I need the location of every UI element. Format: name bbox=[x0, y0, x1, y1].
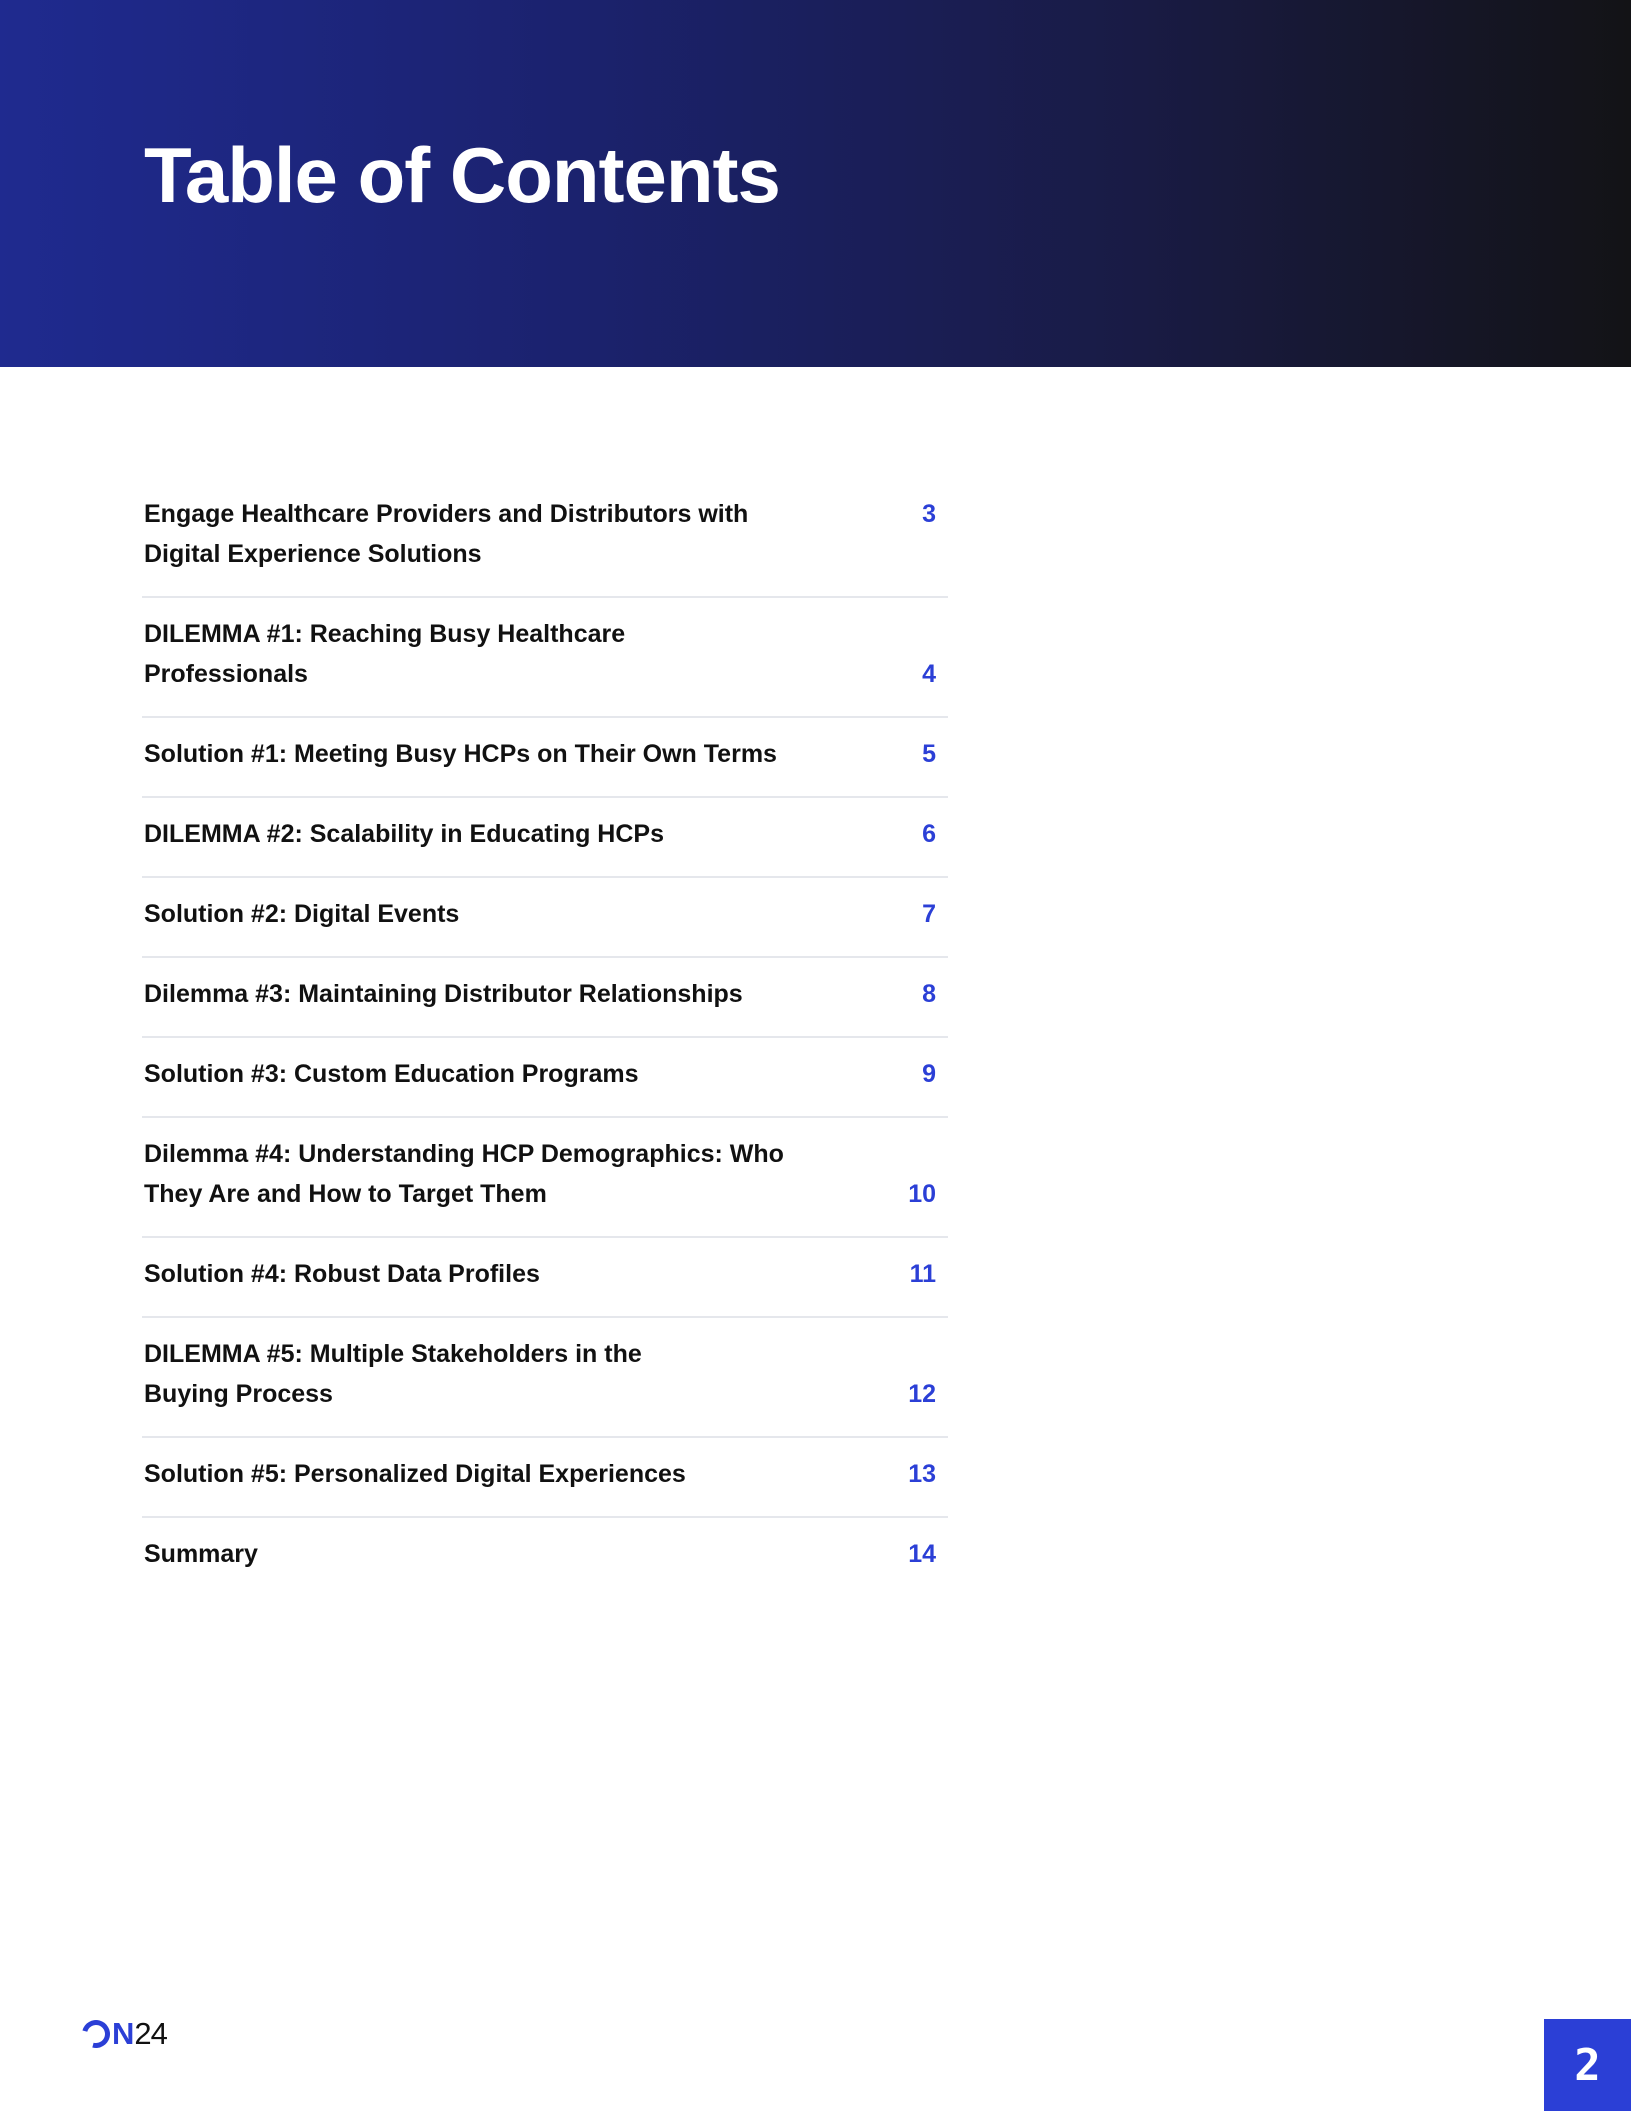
toc-entry-title: Solution #4: Robust Data Profiles bbox=[144, 1260, 540, 1288]
brand-logo bbox=[82, 2014, 167, 2054]
toc-entry-title: Dilemma #4: Understanding HCP Demographics: Who They Are and How to Target Them bbox=[144, 1140, 784, 1208]
toc-entry-title: Engage Healthcare Providers and Distributors with Digital Experience Solutions bbox=[144, 500, 749, 568]
toc-entry-page: 5 bbox=[922, 740, 936, 768]
header-banner bbox=[0, 0, 1631, 367]
toc-entry[interactable] bbox=[142, 878, 948, 958]
toc-entry-page: 9 bbox=[922, 1060, 936, 1088]
logo-number: 24 bbox=[134, 2016, 167, 2051]
toc-entry-page: 12 bbox=[908, 1380, 936, 1408]
logo-ring-icon bbox=[77, 2015, 115, 2053]
toc-entry[interactable] bbox=[142, 478, 948, 598]
toc-entry-page: 13 bbox=[908, 1460, 936, 1488]
toc-entry[interactable] bbox=[142, 1118, 948, 1238]
table-of-contents bbox=[142, 478, 948, 1596]
toc-entry-page: 8 bbox=[922, 980, 936, 1008]
toc-entry-page: 6 bbox=[922, 820, 936, 848]
toc-entry-page: 10 bbox=[908, 1180, 936, 1208]
toc-entry-page: 4 bbox=[922, 660, 936, 688]
toc-entry-page: 11 bbox=[909, 1260, 936, 1288]
toc-entry-page: 3 bbox=[922, 500, 936, 528]
toc-entry[interactable] bbox=[142, 958, 948, 1038]
page-title: Table of Contents bbox=[144, 131, 780, 219]
toc-entry[interactable] bbox=[142, 1238, 948, 1318]
toc-entry-title: Dilemma #3: Maintaining Distributor Relationships bbox=[144, 980, 743, 1008]
toc-entry[interactable] bbox=[142, 1518, 948, 1596]
toc-entry[interactable] bbox=[142, 1438, 948, 1518]
toc-entry-title: Solution #5: Personalized Digital Experiences bbox=[144, 1460, 686, 1488]
toc-entry[interactable] bbox=[142, 598, 948, 718]
toc-entry[interactable] bbox=[142, 718, 948, 798]
toc-entry[interactable] bbox=[142, 1318, 948, 1438]
toc-entry-title: Solution #3: Custom Education Programs bbox=[144, 1060, 639, 1088]
toc-entry[interactable] bbox=[142, 798, 948, 878]
toc-entry-title: DILEMMA #1: Reaching Busy Healthcare Professionals bbox=[144, 620, 626, 688]
toc-entry-title: DILEMMA #2: Scalability in Educating HCPs bbox=[144, 820, 664, 848]
toc-entry-title: Solution #2: Digital Events bbox=[144, 900, 460, 928]
toc-entry-page: 14 bbox=[908, 1540, 936, 1568]
toc-entry-title: DILEMMA #5: Multiple Stakeholders in the Buying Process bbox=[144, 1340, 642, 1408]
page-number: 2 bbox=[1574, 2039, 1601, 2091]
toc-entry[interactable] bbox=[142, 1038, 948, 1118]
toc-entry-page: 7 bbox=[922, 900, 936, 928]
toc-entry-title: Summary bbox=[144, 1540, 258, 1568]
logo-letters: N bbox=[112, 2016, 135, 2051]
page-number-badge bbox=[1544, 2019, 1631, 2111]
toc-entry-title: Solution #1: Meeting Busy HCPs on Their Own Terms bbox=[144, 740, 777, 768]
